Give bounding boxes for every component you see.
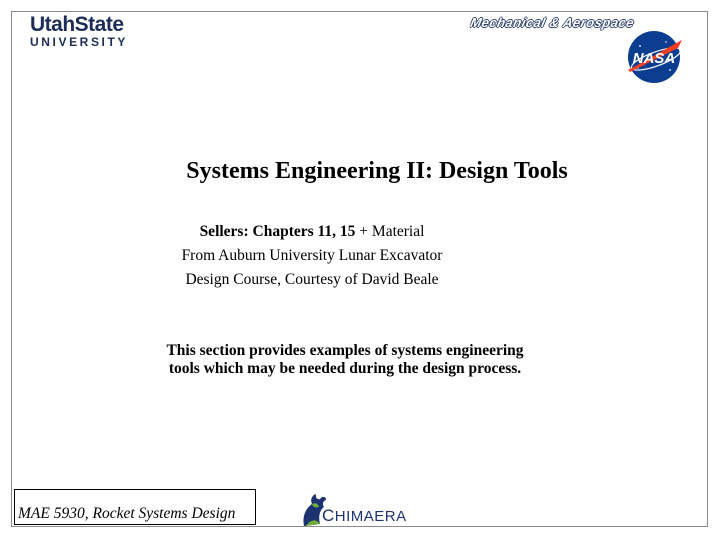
chimaera-rest: HIMAERA: [334, 508, 407, 525]
subtitle-line-2: From Auburn University Lunar Excavator: [181, 247, 443, 264]
usu-logo-subtext: UNIVERSITY: [30, 35, 129, 49]
subtitle-line-3: Design Course, Courtesy of David Beale: [185, 271, 439, 288]
usu-logo: [30, 15, 152, 49]
chimaera-initial: C: [322, 506, 335, 525]
description-line-1: This section provides examples of systems engineering: [166, 342, 524, 359]
slide-title: Systems Engineering II: Design Tools: [186, 158, 568, 184]
subtitle-bold-part: Sellers: Chapters 11, 15: [199, 223, 356, 240]
subtitle-line-1: [120, 220, 504, 244]
chimaera-wordmark: [322, 506, 407, 526]
usu-logo-wordmark: UtahState: [30, 13, 124, 36]
nasa-logo-text: NASA: [632, 50, 676, 67]
mae-banner-text: Mechanical & Aerospace: [468, 15, 636, 30]
footer-course-label: MAE 5930, Rocket Systems Design: [18, 505, 236, 522]
description-line-2: tools which may be needed during the design process.: [168, 360, 522, 377]
nasa-logo-icon: [620, 26, 688, 84]
subtitle-rest-part: + Material: [355, 223, 425, 240]
slide-subtitle: [120, 220, 504, 292]
slide-description: [110, 342, 580, 378]
